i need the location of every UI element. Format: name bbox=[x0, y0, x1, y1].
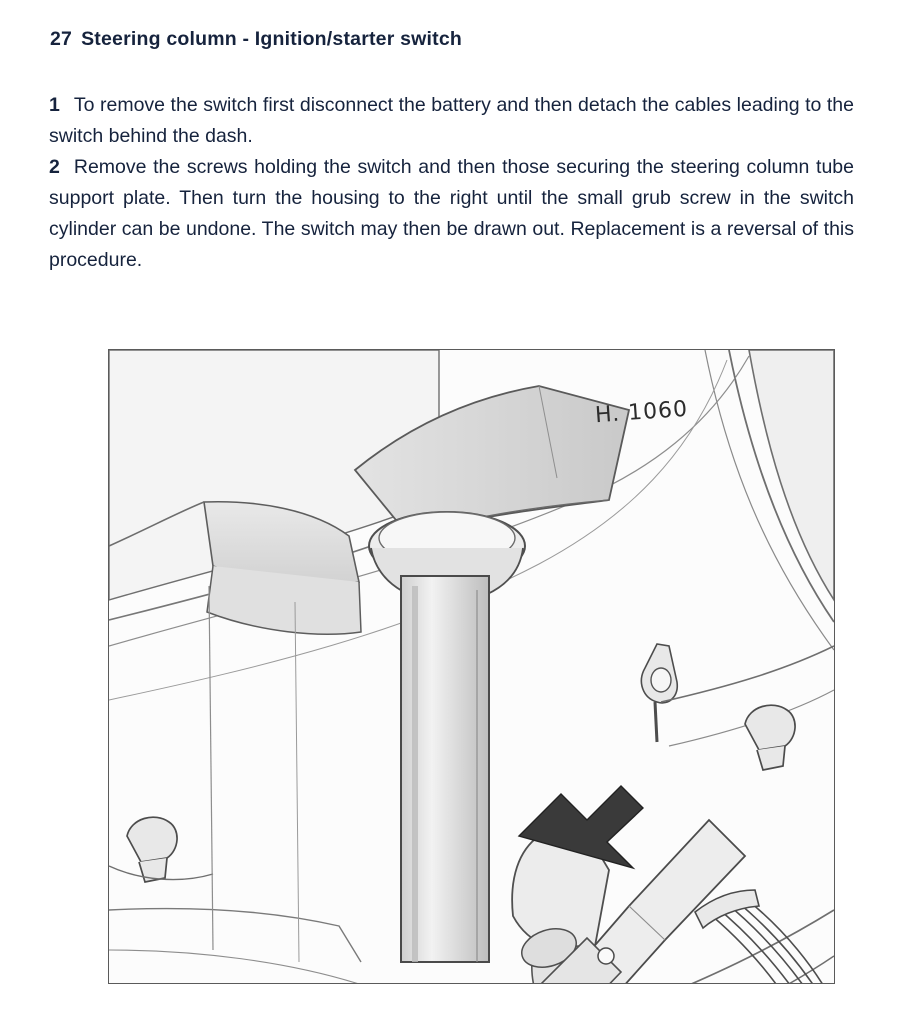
paragraph-1 bbox=[49, 90, 854, 152]
section-title: Steering column - Ignition/starter switch bbox=[81, 28, 463, 50]
paragraph-1-text: To remove the switch first disconnect the battery and then detach the cables leading to the switch behind the dash. bbox=[49, 94, 854, 147]
paragraph-2-text: Remove the screws holding the switch and then those securing the steering column tube support plate. Then turn the housing to the right until the small grub screw in the switch cylinder can be undone. The switch may then be drawn out. Replacement is a reversal of this procedure. bbox=[49, 156, 854, 271]
paragraph-2 bbox=[49, 152, 854, 276]
section-number: 27 bbox=[50, 28, 73, 50]
figure-steering-column bbox=[108, 349, 835, 984]
figure-caption: H. 1060 bbox=[594, 396, 689, 429]
body-text bbox=[49, 90, 854, 276]
paragraph-2-number: 2 bbox=[49, 156, 60, 178]
paragraph-1-number: 1 bbox=[49, 94, 60, 116]
page-title bbox=[50, 28, 462, 51]
